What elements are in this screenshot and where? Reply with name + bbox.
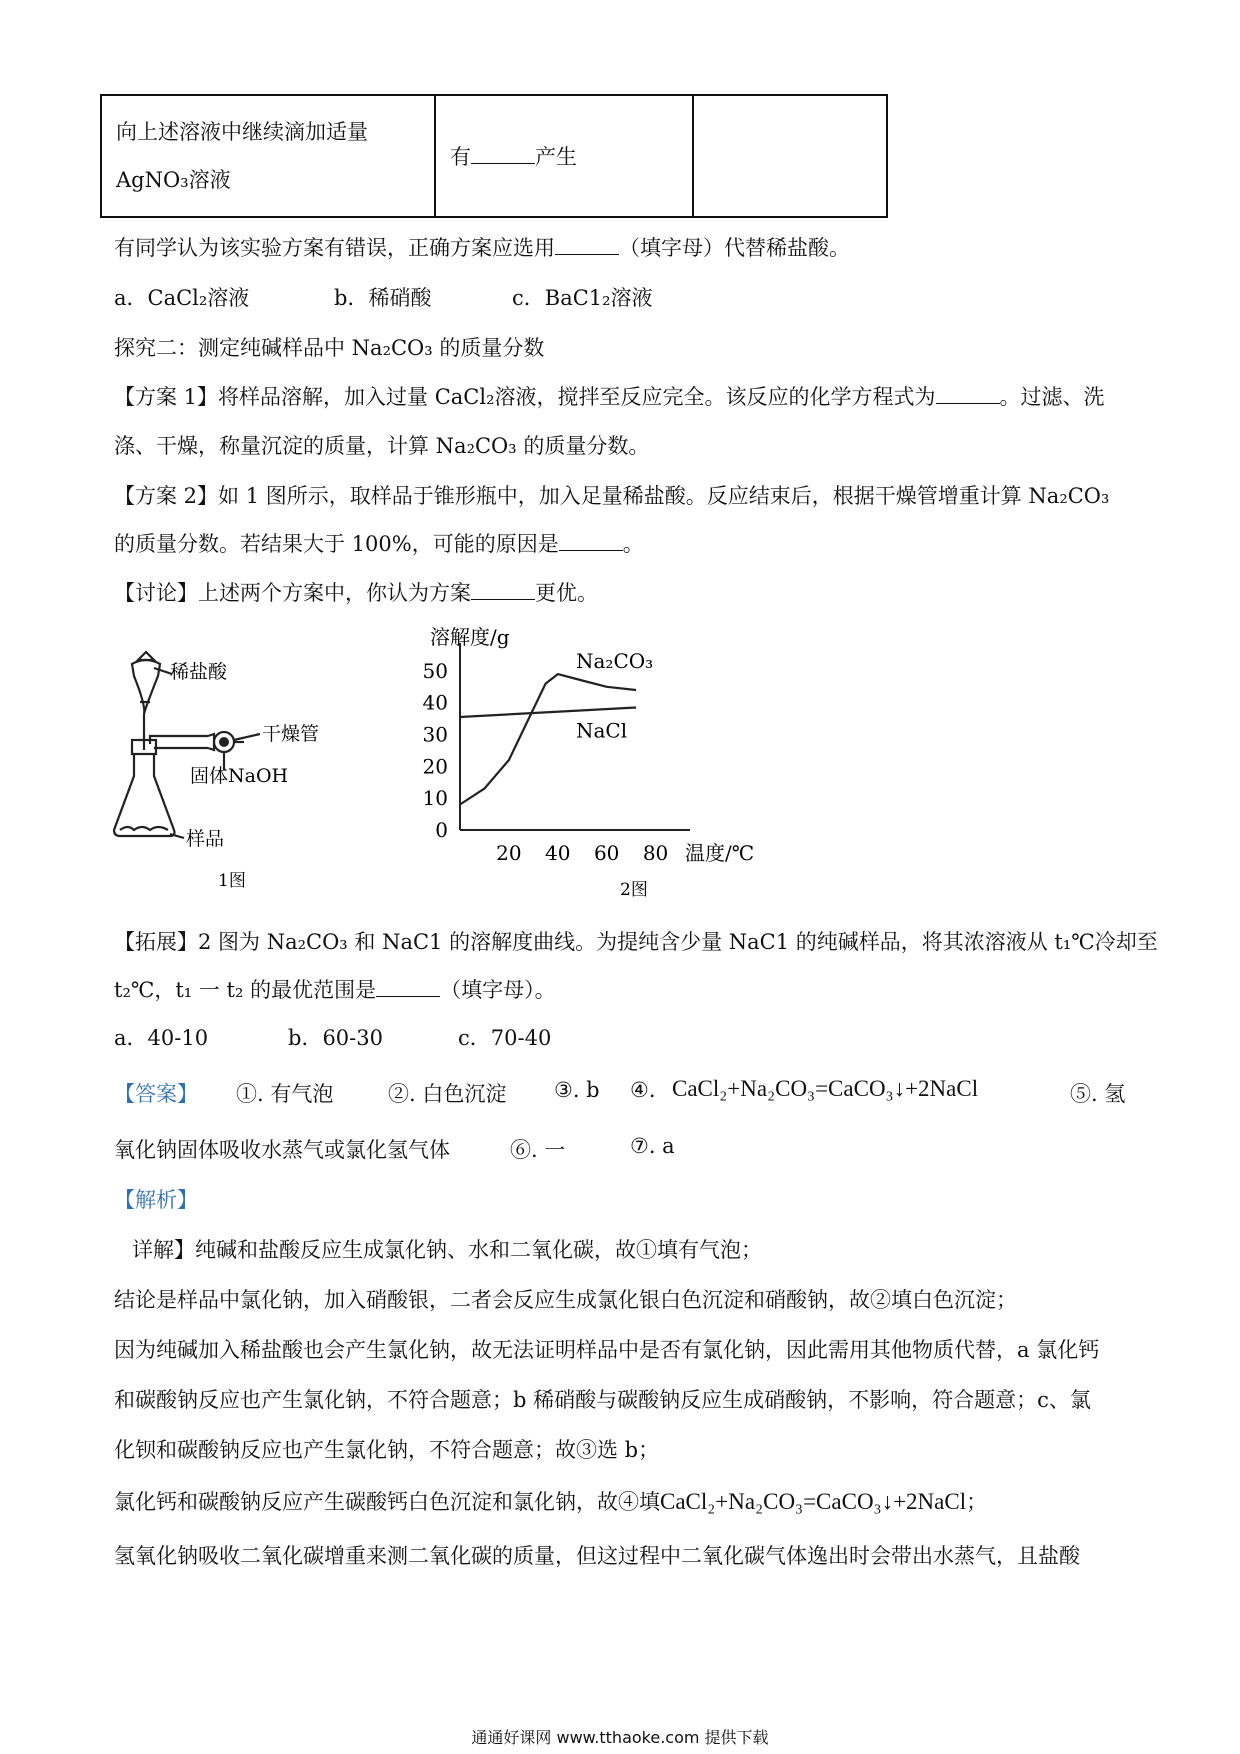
analysis-p3-l1: 因为纯碱加入稀盐酸也会产生氯化钠，故无法证明样品中是否有氯化钠，因此需用其他物质代替，a 氯化钙 [114, 1338, 1100, 1362]
plan1-line1 [114, 381, 1105, 411]
y-tick-label: 0 [435, 818, 448, 842]
series-line-1 [460, 708, 636, 718]
funnel-stopper [138, 652, 154, 660]
naoh-solid [219, 737, 229, 747]
answer-blank [555, 236, 619, 255]
discussion-line [114, 577, 598, 607]
apparatus-figure [110, 640, 360, 900]
extension-line1: 【拓展】2 图为 Na₂CO₃ 和 NaC1 的溶解度曲线。为提纯含少量 NaC1 的纯碱样品，将其浓溶液从 t₁℃冷却至 [114, 930, 1158, 954]
answer-label: 【答案】 [114, 1082, 198, 1106]
label-naoh: 固体NaOH [190, 765, 289, 787]
q3-option-c: c．BaC1₂溶液 [512, 286, 653, 310]
series-label-1: NaCl [576, 718, 628, 743]
analysis-p3-l2: 和碳酸钠反应也产生氯化钠，不符合题意；b 稀硝酸与碳酸钠反应生成硝酸钠，不影响，符合题意；c、氯 [114, 1388, 1091, 1412]
analysis-p4-equation: CaCl₂+Na₂CO₃=CaCO₃↓+2NaCl [660, 1489, 967, 1514]
analysis-p4-end: ； [966, 1490, 988, 1514]
table-cell-operation [101, 95, 435, 217]
q3-option-a: a．CaCl₂溶液 [114, 286, 250, 310]
discussion-text-before: 【讨论】上述两个方案中，你认为方案 [114, 581, 471, 605]
label-drying-tube: 干燥管 [262, 723, 320, 745]
plan1-text-after: 。过滤、洗 [999, 385, 1105, 409]
extension-option-b: b．60-30 [288, 1026, 383, 1050]
q3-option-b: b．稀硝酸 [334, 286, 432, 310]
extension-text-after: （填字母）。 [440, 978, 556, 1002]
analysis-p4-text: 氯化钙和碳酸钠反应产生碳酸钙白色沉淀和氯化钠，故④填 [114, 1490, 660, 1514]
experiment-table [100, 94, 888, 218]
plan2-line1: 【方案 2】如 1 图所示，取样品于锥形瓶中，加入足量稀盐酸。反应结束后，根据干燥管增重计算 Na₂CO₃ [114, 484, 1110, 508]
answer-2: ②. 白色沉淀 [388, 1082, 507, 1106]
table-row [101, 95, 887, 217]
x-tick-label: 60 [593, 841, 620, 865]
y-tick-label: 30 [422, 722, 448, 747]
q3-text-before: 有同学认为该实验方案有错误，正确方案应选用 [114, 236, 555, 260]
answer-blank [936, 385, 1000, 404]
sample-solid [120, 827, 168, 830]
answer-blank [471, 581, 535, 600]
x-tick-label: 40 [545, 841, 571, 865]
phenomenon-prefix: 有 [450, 145, 471, 169]
discussion-text-after: 更优。 [535, 581, 598, 605]
extension-text-before: t₂℃，t₁ 一 t₂ 的最优范围是 [114, 978, 377, 1002]
label-sample: 样品 [186, 828, 225, 850]
plan1-text-before: 【方案 1】将样品溶解，加入过量 CaCl₂溶液，搅拌至反应完全。该反应的化学方程式为 [114, 385, 936, 409]
answer-4-label: ④. [630, 1078, 656, 1102]
extension-line2 [114, 974, 556, 1004]
y-tick-label: 50 [422, 658, 448, 683]
answer-blank [471, 145, 535, 164]
analysis-p1: 详解】纯碱和盐酸反应生成氯化钠、水和二氧化碳，故①填有气泡； [132, 1238, 762, 1262]
chart-xlabel: 温度/℃ [685, 841, 755, 865]
plan2-line2 [114, 528, 644, 558]
analysis-p2: 结论是样品中氯化钠，加入硝酸银，二者会反应生成氯化银白色沉淀和硝酸钠，故②填白色沉淀； [114, 1288, 1017, 1312]
answer-blank [376, 978, 440, 997]
table-cell-conclusion [693, 95, 887, 217]
x-tick-label: 20 [496, 841, 522, 865]
question-line [114, 232, 850, 262]
y-tick-label: 10 [422, 786, 448, 811]
y-tick-label: 20 [422, 754, 448, 779]
analysis-p5: 氢氧化钠吸收二氧化碳增重来测二氧化碳的质量，但这过程中二氧化碳气体逸出时会带出水蒸气，且盐酸 [114, 1544, 1080, 1568]
figure1-caption: 1图 [218, 871, 246, 891]
label-acid: 稀盐酸 [170, 661, 228, 683]
phenomenon-suffix: 产生 [535, 145, 577, 169]
figure2-caption: 2图 [620, 880, 648, 900]
analysis-p4 [114, 1486, 987, 1516]
page-footer: 通通好课网 www.tthaoke.com 提供下载 [471, 1728, 769, 1747]
explore2-title: 探究二：测定纯碱样品中 Na₂CO₃ 的质量分数 [114, 336, 545, 360]
solubility-chart [420, 620, 780, 900]
chart-ylabel: 溶解度/g [430, 625, 510, 649]
x-tick-label: 80 [642, 841, 669, 865]
table-cell-phenomenon [435, 95, 693, 217]
analysis-p3-l3: 化钡和碳酸钠反应也产生氯化钠，不符合题意；故③选 b； [114, 1438, 660, 1462]
answer-blank [559, 532, 623, 551]
conical-flask [114, 754, 175, 836]
q3-text-after: （填字母）代替稀盐酸。 [619, 236, 850, 260]
answer-1: ①. 有气泡 [236, 1082, 334, 1106]
extension-option-a: a．40-10 [114, 1026, 209, 1050]
extension-option-c: c．70-40 [458, 1026, 552, 1050]
answer-4-equation: CaCl₂+Na₂CO₃=CaCO₃↓+2NaCl [672, 1076, 979, 1101]
series-label-0: Na₂CO₃ [576, 649, 654, 673]
answer-3: ③. b [554, 1078, 600, 1102]
analysis-label: 【解析】 [114, 1188, 198, 1212]
plan1-line2: 涤、干燥，称量沉淀的质量，计算 Na₂CO₃ 的质量分数。 [114, 434, 650, 458]
answer-5-cont: 氧化钠固体吸收水蒸气或氯化氢气体 [114, 1138, 450, 1162]
delivery-tube [150, 736, 208, 748]
answer-6: ⑥. 一 [510, 1138, 566, 1162]
operation-line1: 向上述溶液中继续滴加适量 [116, 120, 368, 144]
answer-5-start: ⑤. 氢 [1070, 1082, 1126, 1106]
operation-line2: AgNO₃溶液 [116, 168, 231, 192]
plan2-text-before: 的质量分数。若结果大于 100%，可能的原因是 [114, 532, 559, 556]
plan2-text-after: 。 [622, 532, 644, 556]
answer-7: ⑦. a [630, 1134, 675, 1158]
y-tick-label: 40 [422, 690, 448, 715]
